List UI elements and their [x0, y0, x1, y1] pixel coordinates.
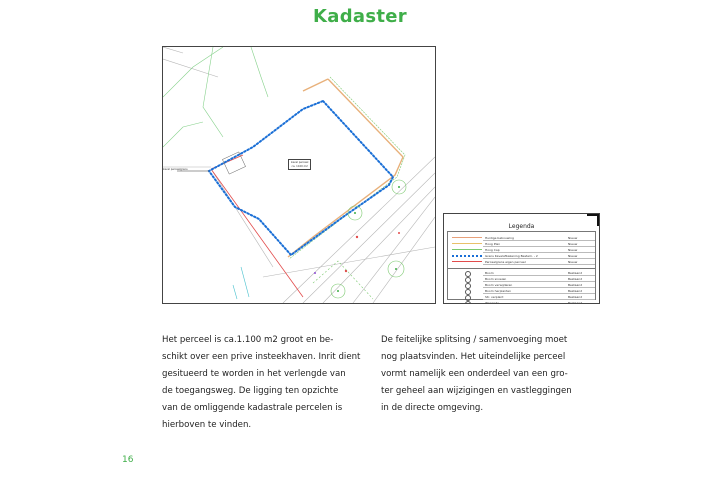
body-line: in de directe omgeving.	[381, 403, 484, 413]
legend-value: Nieuw	[568, 248, 578, 252]
legend-value: Bestaand	[568, 301, 583, 304]
legend-label: Hoog Plan	[485, 242, 501, 246]
legend-value: Bestaand	[568, 277, 583, 281]
legend-separator	[448, 268, 595, 269]
body-text-right	[381, 332, 581, 417]
legend-line-symbol	[452, 261, 482, 262]
legend-label: Hoog Cap	[485, 248, 500, 252]
body-line: ter geheel aan wijzigingen en vastleggingen	[381, 386, 572, 396]
parcel-label-line1: kavel perceel	[291, 161, 309, 164]
legend-table	[447, 231, 596, 304]
legend-line-symbol	[452, 237, 482, 238]
page-title: Kadaster	[313, 6, 407, 27]
legend-value: Bestaand	[568, 295, 583, 299]
body-line: vormt namelijk een onderdeel van een gro-	[381, 369, 568, 379]
cyan-marks	[233, 267, 249, 299]
legend-value: Nieuw	[568, 260, 578, 264]
legend-line-symbol	[452, 249, 482, 250]
parcel-label-line2: ca. 1100 m2	[291, 164, 308, 168]
legend-title: Legenda	[508, 223, 535, 230]
page-number: 16	[122, 455, 134, 465]
legend-label: Huidige bebouwing	[485, 236, 514, 240]
body-line: hierboven te vinden.	[162, 420, 252, 430]
red-boundary-line	[211, 155, 303, 297]
green-contour-lines	[163, 47, 268, 147]
legend-row	[448, 259, 595, 265]
parcel-boundary	[209, 101, 393, 255]
legend-line-symbol	[452, 255, 482, 257]
body-line: schikt over een prive insteekhaven. Inrit dient	[162, 352, 361, 362]
parcel-area-label	[288, 159, 311, 170]
legend-label: Boom verwijderen	[485, 283, 513, 287]
body-line: de toegangsweg. De ligging ten opzichte	[162, 386, 339, 396]
legend	[443, 213, 600, 304]
legend-value: Nieuw	[568, 236, 578, 240]
legend-value: Bestaand	[568, 271, 583, 275]
legend-line-symbol	[452, 243, 482, 244]
map-drawing	[163, 47, 435, 303]
legend-value: Bestaand	[568, 289, 583, 293]
legend-value: Nieuw	[568, 254, 578, 258]
body-line: van de omliggende kadastrale percelen is	[162, 403, 343, 413]
house-icon	[465, 301, 471, 304]
legend-label: Wonende	[485, 301, 500, 304]
body-line: nog plaatsvinden. Het uiteindelijke perceel	[381, 352, 566, 362]
body-line: De feitelijke splitsing / samenvoeging moet	[381, 335, 568, 345]
legend-label: Boom herplanten	[485, 289, 511, 293]
legend-value: Nieuw	[568, 242, 578, 246]
cadastral-map	[162, 46, 436, 304]
legend-label: Grens Kavelafbakening Bestem. - 2	[485, 254, 538, 258]
body-line: gesitueerd te worden in het verlengde van	[162, 369, 346, 379]
legend-row	[448, 300, 595, 304]
body-line: Het perceel is ca.1.100 m2 groot en be-	[162, 335, 334, 345]
legend-label: Str. verplant	[485, 295, 504, 299]
legend-label: Boom snoeien	[485, 277, 507, 281]
side-label: kavel perceelgrens	[163, 168, 188, 171]
body-text-left	[162, 332, 362, 434]
legend-label: Boom	[485, 271, 494, 275]
legend-value: Bestaand	[568, 283, 583, 287]
legend-label: Perceelgrens eigen perceel	[485, 260, 526, 264]
